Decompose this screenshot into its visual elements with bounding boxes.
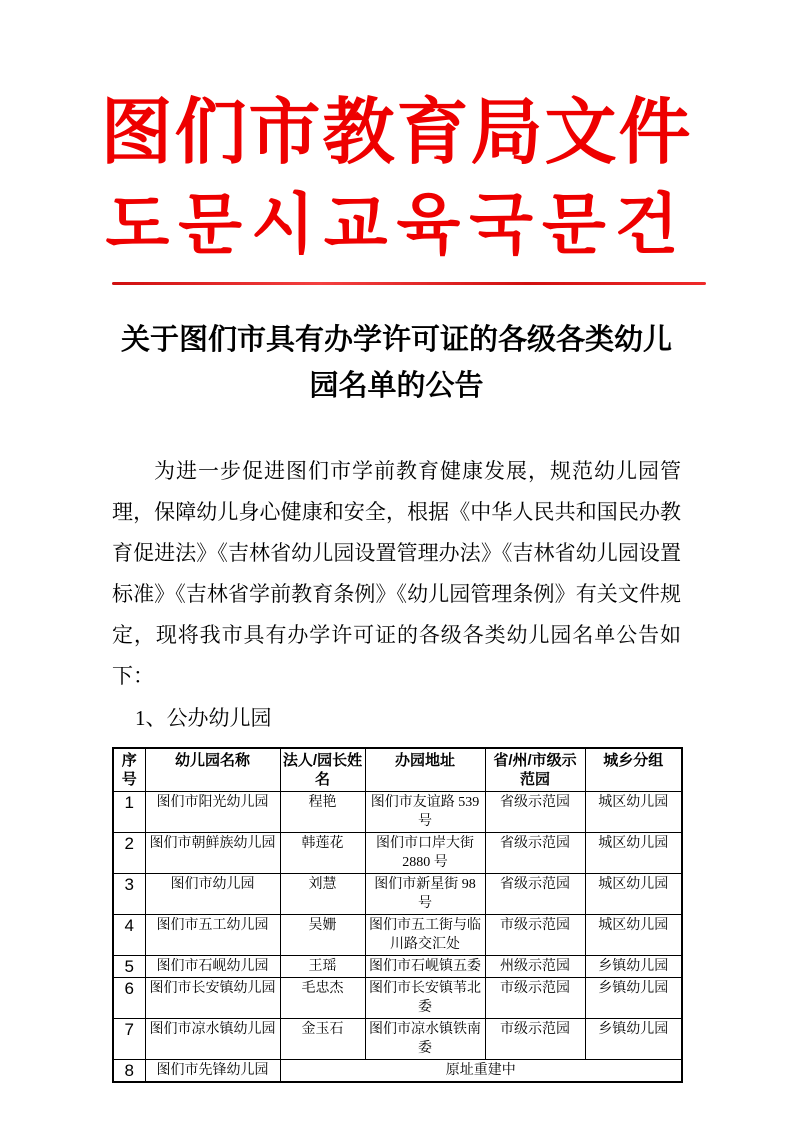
col-header-principal-name: 法人/园长姓名 bbox=[280, 748, 365, 792]
col-header-demonstration-level: 省/州/市级示范园 bbox=[485, 748, 585, 792]
cell-serial-number: 2 bbox=[113, 833, 145, 874]
table-row bbox=[113, 956, 682, 978]
table-row bbox=[113, 792, 682, 833]
cell-address: 图们市五工街与临川路交汇处 bbox=[365, 915, 485, 956]
letterhead-title-korean: 도문시교육국문건 bbox=[105, 187, 688, 261]
cell-kindergarten-name: 图们市石岘幼儿园 bbox=[145, 956, 280, 978]
section-heading-public-kindergartens: 1、公办幼儿园 bbox=[135, 706, 272, 730]
cell-kindergarten-name: 图们市先锋幼儿园 bbox=[145, 1060, 280, 1083]
col-header-serial-number: 序号 bbox=[113, 748, 145, 792]
cell-urban-rural-group: 城区幼儿园 bbox=[585, 874, 682, 915]
table-row bbox=[113, 1060, 682, 1083]
cell-principal-name: 刘慧 bbox=[280, 874, 365, 915]
col-header-urban-rural-group: 城乡分组 bbox=[585, 748, 682, 792]
cell-address: 图们市友谊路 539 号 bbox=[365, 792, 485, 833]
cell-serial-number: 8 bbox=[113, 1060, 145, 1083]
cell-urban-rural-group: 城区幼儿园 bbox=[585, 792, 682, 833]
cell-serial-number: 5 bbox=[113, 956, 145, 978]
table-body bbox=[113, 792, 682, 1083]
kindergarten-table bbox=[112, 747, 683, 1083]
cell-demonstration-level: 市级示范园 bbox=[485, 978, 585, 1019]
table-row bbox=[113, 874, 682, 915]
cell-principal-name: 吴姗 bbox=[280, 915, 365, 956]
cell-principal-name: 韩莲花 bbox=[280, 833, 365, 874]
cell-kindergarten-name: 图们市凉水镇幼儿园 bbox=[145, 1019, 280, 1060]
document-title: 关于图们市具有办学许可证的各级各类幼儿园名单的公告 bbox=[120, 324, 672, 402]
table-row bbox=[113, 915, 682, 956]
cell-urban-rural-group: 城区幼儿园 bbox=[585, 915, 682, 956]
cell-principal-name: 毛忠杰 bbox=[280, 978, 365, 1019]
letterhead bbox=[0, 0, 793, 266]
cell-principal-name: 王瑶 bbox=[280, 956, 365, 978]
table-row bbox=[113, 833, 682, 874]
table-header-row bbox=[113, 748, 682, 792]
cell-demonstration-level: 市级示范园 bbox=[485, 915, 585, 956]
cell-serial-number: 3 bbox=[113, 874, 145, 915]
body-paragraph: 为进一步促进图们市学前教育健康发展，规范幼儿园管理，保障幼儿身心健康和安全，根据《中华人民共和国民办教育促进法》《吉林省幼儿园设置管理办法》《吉林省幼儿园设置标准》《吉林省学前教育条例》《幼儿园管理条例》有关文件规定，现将我市具有办学许可证的各级各类幼儿园名单公告如下： bbox=[112, 459, 681, 688]
cell-demonstration-level: 州级示范园 bbox=[485, 956, 585, 978]
col-header-address: 办园地址 bbox=[365, 748, 485, 792]
cell-principal-name: 金玉石 bbox=[280, 1019, 365, 1060]
cell-kindergarten-name: 图们市朝鲜族幼儿园 bbox=[145, 833, 280, 874]
cell-kindergarten-name: 图们市五工幼儿园 bbox=[145, 915, 280, 956]
cell-kindergarten-name: 图们市长安镇幼儿园 bbox=[145, 978, 280, 1019]
cell-serial-number: 7 bbox=[113, 1019, 145, 1060]
cell-urban-rural-group: 乡镇幼儿园 bbox=[585, 956, 682, 978]
cell-demonstration-level: 市级示范园 bbox=[485, 1019, 585, 1060]
cell-urban-rural-group: 城区幼儿园 bbox=[585, 833, 682, 874]
cell-address: 图们市长安镇苇北委 bbox=[365, 978, 485, 1019]
cell-serial-number: 4 bbox=[113, 915, 145, 956]
cell-serial-number: 1 bbox=[113, 792, 145, 833]
table-row bbox=[113, 1019, 682, 1060]
cell-kindergarten-name: 图们市阳光幼儿园 bbox=[145, 792, 280, 833]
cell-address: 图们市凉水镇铁南委 bbox=[365, 1019, 485, 1060]
cell-address: 图们市口岸大街 2880 号 bbox=[365, 833, 485, 874]
cell-urban-rural-group: 乡镇幼儿园 bbox=[585, 1019, 682, 1060]
cell-demonstration-level: 省级示范园 bbox=[485, 833, 585, 874]
cell-address: 图们市石岘镇五委 bbox=[365, 956, 485, 978]
cell-status-note: 原址重建中 bbox=[280, 1060, 682, 1083]
cell-urban-rural-group: 乡镇幼儿园 bbox=[585, 978, 682, 1019]
cell-principal-name: 程艳 bbox=[280, 792, 365, 833]
col-header-kindergarten-name: 幼儿园名称 bbox=[145, 748, 280, 792]
letterhead-title-chinese: 图们市教育局文件 bbox=[100, 93, 693, 173]
cell-address: 图们市新星街 98 号 bbox=[365, 874, 485, 915]
cell-demonstration-level: 省级示范园 bbox=[485, 792, 585, 833]
cell-kindergarten-name: 图们市幼儿园 bbox=[145, 874, 280, 915]
cell-serial-number: 6 bbox=[113, 978, 145, 1019]
red-divider-line bbox=[112, 282, 706, 285]
table-row bbox=[113, 978, 682, 1019]
cell-demonstration-level: 省级示范园 bbox=[485, 874, 585, 915]
